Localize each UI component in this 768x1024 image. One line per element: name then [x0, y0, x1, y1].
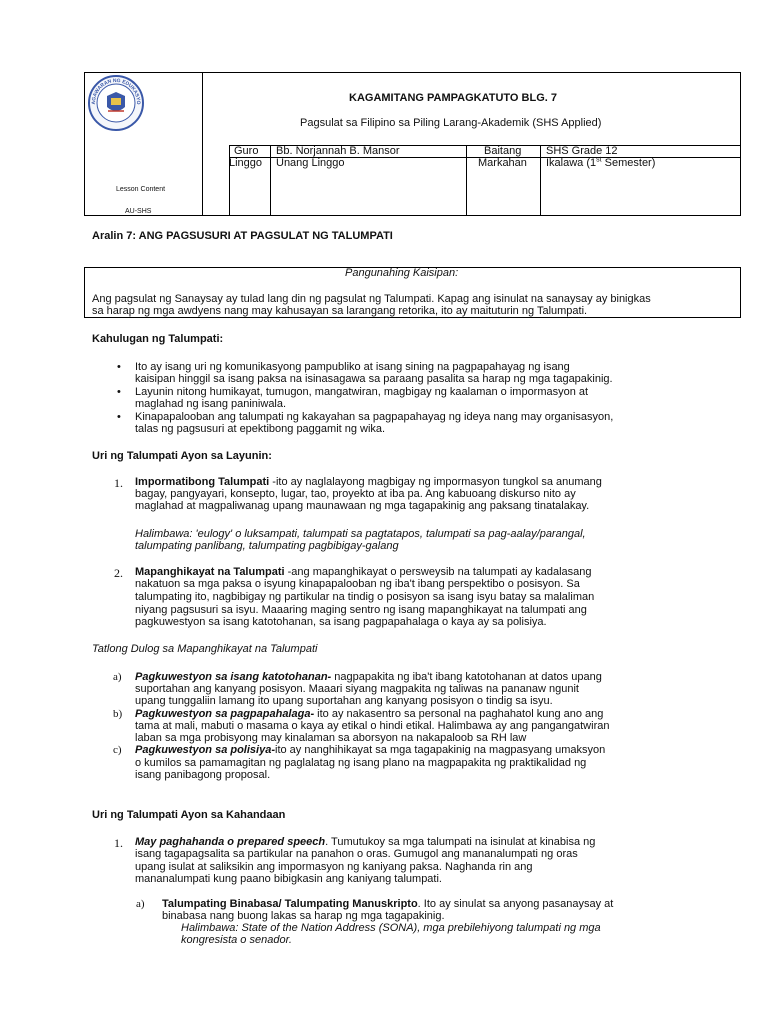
info-col-line — [229, 145, 230, 216]
dulog-a-line-3: upang tunggaliin lamang ito upang suportahan ang kanyang posisyon o tindig sa isyu. — [135, 695, 553, 707]
info-col-line — [466, 145, 467, 216]
deped-seal-logo — [86, 74, 146, 132]
document-title: KAGAMITANG PAMPAGKATUTO BLG. 7 — [349, 92, 557, 104]
kahandaan-item-1-line-2: isang tagapagsalita sa partikular na panahon o oras. Gumugol ang mananalumpati ng oras — [135, 848, 578, 860]
baitang-label: Baitang — [484, 145, 522, 157]
kahulugan-bullet-1-line-1: Ito ay isang uri ng komunikasyong pampubliko at isang sining na pagpapahayag ng isang — [135, 361, 570, 373]
kahandaan-a-line-2: binabasa nang buong lakas sa harap ng mga tagapakinig. — [162, 910, 445, 922]
kahandaan-item-1-line-1: May paghahanda o prepared speech. Tumutukoy sa mga talumpati na isinulat at kinabisa ng — [135, 836, 596, 848]
kahandaan-example-line-2: kongresista o senador. — [181, 934, 292, 946]
bullet-marker: • — [117, 386, 121, 398]
item-label: a) — [113, 671, 122, 683]
seal-text: AGAWARAN NG EDUKASYO — [90, 77, 142, 105]
kahulugan-bullet-3-line-1: Kinapapalooban ang talumpati ng kakayahan sa pagpapahayag ng ideya nang may organisasyon, — [135, 411, 614, 423]
baitang-value: SHS Grade 12 — [546, 145, 618, 157]
dulog-c-line-2: o kumilos sa pamamagitan ng paglalatag ng isang plano na magpapakita ng praktikalidad ng — [135, 757, 587, 769]
layunin-item-1-line-1: Impormatibong Talumpati -ito ay naglalayong magbigay ng impormasyon tungkol sa anumang — [135, 476, 602, 488]
layunin-item-2-line-4: niyang pagsusuri sa isyu. Maaaring maging sentro ng isang mapanghikayat na talumpati ang — [135, 604, 587, 616]
dulog-c-line-3: isang panibagong proposal. — [135, 769, 271, 781]
kahandaan-a-line-1: Talumpating Binabasa/ Talumpating Manuskripto. Ito ay sinulat sa anyong pasanaysay at — [162, 898, 614, 910]
layunin-item-2-line-1: Mapanghikayat na Talumpati -ang mapanghikayat o persweysib na talumpati ay kadalasang — [135, 566, 592, 578]
kahandaan-item-1-line-4: mananalumpati kung paano bibigkasin ang kaniyang talumpati. — [135, 873, 442, 885]
layunin-item-2-line-2: nakatuon sa mga paksa o isyung kinapapalooban ng iba't ibang perspektibo o posisyon. Sa — [135, 578, 580, 590]
info-col-line — [540, 145, 541, 216]
kahandaan-item-1-line-3: upang isulat at saliksikin ang impormasyon ng kaniyang paksa. Naghanda rin ang — [135, 861, 533, 873]
lesson-content-label: Lesson Content — [116, 186, 166, 193]
guro-label: Guro — [234, 145, 259, 157]
document-subtitle: Pagsulat sa Filipino sa Piling Larang-Akademik (SHS Applied) — [300, 117, 602, 129]
dulog-a-line-1: Pagkuwestyon sa isang katotohanan- nagpapakita ng iba't ibang katotohanan at datos upang — [135, 671, 602, 683]
info-col-line — [270, 145, 271, 216]
kaisipan-line-1: Ang pagsulat ng Sanaysay ay tulad lang din ng pagsulat ng Talumpati. Kapag ang isinulat na sanaysay ay binigkas — [92, 293, 651, 305]
dulog-heading: Tatlong Dulog sa Mapanghikayat na Talumpati — [92, 643, 318, 655]
linggo-value: Unang Linggo — [276, 157, 345, 169]
dulog-c-line-1: Pagkuwestyon sa polisiya-ito ay nanghihikayat sa mga tagapakinig na magpasyang umaksyon — [135, 744, 606, 756]
kahulugan-bullet-3-line-2: talas ng pagsusuri at epektibong paggamit ng wika. — [135, 423, 386, 435]
code-label: AU-SHS — [125, 208, 152, 215]
kahandaan-example-line-1: Halimbawa: State of the Nation Address (SONA), mga prebilehiyong talumpati ng mga — [181, 922, 601, 934]
dulog-a-line-2: suportahan ang kanyang posisyon. Maaari siyang magpakita ng taliwas na pananaw ngunit — [135, 683, 579, 695]
layunin-example-line-1: Halimbawa: 'eulogy' o luksampati, talumpati sa pagtatapos, talumpati sa pag-aalay/parangal, — [135, 528, 586, 540]
item-number: 1. — [114, 476, 123, 490]
layunin-example-line-2: talumpating panlibang, talumpating pagbibigay-galang — [135, 540, 399, 552]
kahandaan-heading: Uri ng Talumpati Ayon sa Kahandaan — [92, 809, 286, 821]
item-label: a) — [136, 898, 145, 910]
item-number: 2. — [114, 566, 123, 580]
dulog-b-line-1: Pagkuwestyon sa pagpapahalaga- ito ay nakasentro sa personal na paghahatol kung ano ang — [135, 708, 604, 720]
bullet-marker: • — [117, 361, 121, 373]
kahulugan-bullet-2-line-2: maglahad ng isang paniniwala. — [135, 398, 287, 410]
layunin-item-1-line-2: bagay, pangyayari, konsepto, lugar, tao, proyekto at iba pa. Ang kabuoang diskurso nito ay — [135, 488, 576, 500]
kaisipan-line-2: sa harap ng mga awdyens nang may kahusayan sa larangang retorika, ito ay maituturin ng Talumpati. — [92, 305, 588, 317]
markahan-value: Ikalawa (1st Semester) — [546, 156, 656, 169]
linggo-label: Linggo — [229, 157, 263, 169]
dulog-b-line-3: laban sa mga probisyong may kinalaman sa aborsyon na nakapaloob sa RH law — [135, 732, 527, 744]
bullet-marker: • — [117, 411, 121, 423]
kahulugan-bullet-2-line-1: Layunin nitong humikayat, tumugon, mangatwiran, magbigay ng kaalaman o impormasyon at — [135, 386, 589, 398]
markahan-label: Markahan — [478, 157, 527, 169]
item-label: b) — [113, 708, 123, 720]
layunin-item-1-line-3: maglahad at magpaliwanag upang maunawaan ng mga tagapakinig ang paksang tinatalakay. — [135, 500, 590, 512]
aralin-title: Aralin 7: ANG PAGSUSURI AT PAGSULAT NG TALUMPATI — [92, 230, 393, 242]
layunin-heading: Uri ng Talumpati Ayon sa Layunin: — [92, 450, 272, 462]
item-number: 1. — [114, 836, 123, 850]
kahulugan-bullet-1-line-2: kaisipan hinggil sa isang paksa na isinasagawa sa paraang pasalita sa harap ng mga tagapakinig. — [135, 373, 613, 385]
layunin-item-2-line-5: pagkuwestyon sa isang katotohanan, sa isang pagpapahalaga o kaya ay sa polisiya. — [135, 616, 547, 628]
layunin-item-2-line-3: talumpating ito, nagbibigay ng partikular na tindig o posisyon sa isang isyu batay sa malaliman — [135, 591, 595, 603]
guro-value: Bb. Norjannah B. Mansor — [276, 145, 400, 157]
dulog-b-line-2: tama at mali, mabuti o masama o kaya ay etikal o hindi etikal. Halimbawa ay ang pangangatwiran — [135, 720, 610, 732]
item-label: c) — [113, 744, 122, 756]
header-divider — [202, 72, 203, 216]
kahulugan-heading: Kahulugan ng Talumpati: — [92, 333, 224, 345]
kaisipan-title: Pangunahing Kaisipan: — [345, 267, 459, 279]
